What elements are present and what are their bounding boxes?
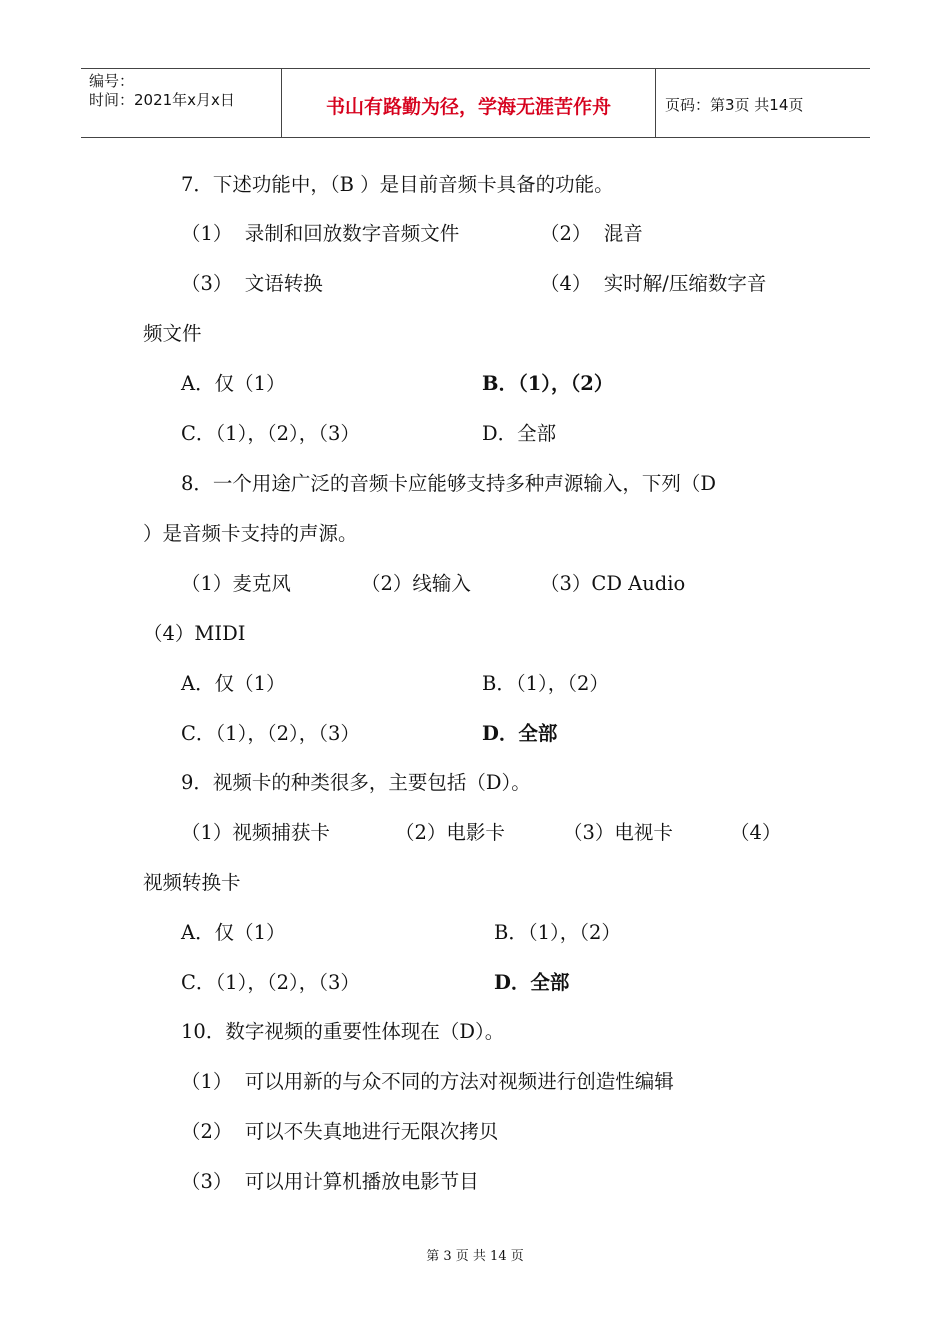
- q8-option-3: （3）CD Audio: [540, 572, 686, 595]
- page-footer: 第 3 页 共 14 页: [426, 1249, 524, 1264]
- q10-option-3: （3） 可以用计算机播放电影节目: [181, 1170, 479, 1193]
- q7-option-4-continued: 频文件: [143, 322, 202, 345]
- q9-option-2: （2）电影卡: [395, 821, 505, 844]
- q7-stem: 7．下述功能中，（B ）是目前音频卡具备的功能。: [181, 173, 614, 196]
- q8-option-4: （4）MIDI: [143, 622, 246, 645]
- q9-option-1: （1）视频捕获卡: [181, 821, 330, 844]
- page-header: [81, 68, 870, 138]
- q10-stem: 10．数字视频的重要性体现在（D）。: [181, 1020, 505, 1043]
- q9-answer-c: C．（1），（2），（3）: [181, 971, 360, 994]
- q10-option-2: （2） 可以不失真地进行无限次拷贝: [181, 1120, 499, 1143]
- q9-stem: 9．视频卡的种类很多，主要包括（D）。: [181, 771, 531, 794]
- q7-option-1: （1） 录制和回放数字音频文件: [181, 222, 460, 245]
- header-page-info: 页码：第3页 共14页: [665, 96, 804, 114]
- header-motto: 书山有路勤为径，学海无涯苦作舟: [282, 69, 656, 137]
- q9-answer-a: A．仅（1）: [181, 921, 286, 944]
- q8-stem: 8．一个用途广泛的音频卡应能够支持多种声源输入，下列（D: [181, 472, 717, 495]
- q8-answer-d: D．全部: [482, 722, 558, 745]
- q7-option-3: （3） 文语转换: [181, 272, 323, 295]
- doc-number-label: 编号：: [89, 72, 135, 90]
- q8-answer-c: C．（1），（2），（3）: [181, 722, 360, 745]
- q9-option-4: （4）: [730, 821, 782, 844]
- q7-option-2: （2） 混音: [540, 222, 643, 245]
- q8-answer-b: B．（1），（2）: [482, 672, 609, 695]
- q9-answer-d: D．全部: [494, 971, 570, 994]
- q8-option-1: （1）麦克风: [181, 572, 291, 595]
- q8-option-2: （2）线输入: [361, 572, 471, 595]
- doc-time-label: 时间：2021年x月x日: [89, 91, 235, 109]
- q7-answer-d: D．全部: [482, 422, 557, 445]
- q8-stem-continued: ）是音频卡支持的声源。: [143, 522, 358, 545]
- q7-answer-a: A．仅（1）: [181, 372, 286, 395]
- q9-option-3: （3）电视卡: [563, 821, 673, 844]
- q7-option-4: （4） 实时解/压缩数字音: [540, 272, 767, 295]
- q7-answer-b: B．（1），（2）: [482, 372, 614, 395]
- q7-answer-c: C．（1），（2），（3）: [181, 422, 360, 445]
- q9-answer-b: B．（1），（2）: [494, 921, 621, 944]
- q8-answer-a: A．仅（1）: [181, 672, 286, 695]
- header-meta: [81, 69, 282, 137]
- q10-option-1: （1） 可以用新的与众不同的方法对视频进行创造性编辑: [181, 1070, 674, 1093]
- q9-option-4-continued: 视频转换卡: [143, 871, 241, 894]
